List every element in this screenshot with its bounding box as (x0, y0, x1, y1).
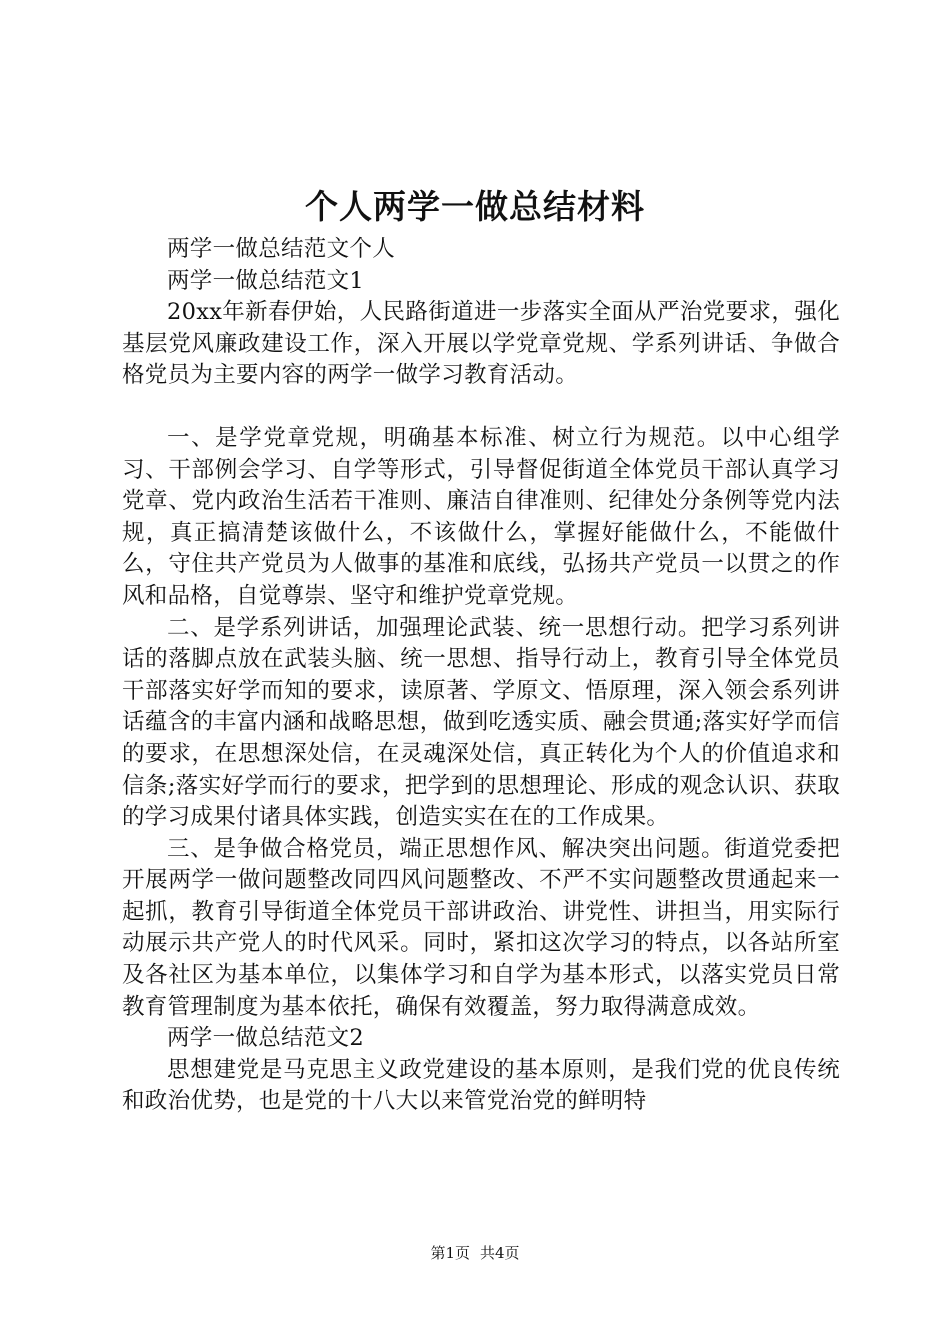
document-body (122, 234, 840, 1118)
body-paragraph: 三、是争做合格党员，端正思想作风、解决突出问题。街道党委把开展两学一做问题整改同四风问题整改、不严不实问题整改贯通起来一起抓，教育引导街道全体党员干部讲政治、讲党性、讲担当，用实际行动展示共产党人的时代风采。同时，紧扣这次学习的特点，以各站所室及各社区为基本单位，以集体学习和自学为基本形式，以落实党员日常教育管理制度为基本依托，确保有效覆盖，努力取得满意成效。 (122, 835, 840, 1020)
document-title: 个人两学一做总结材料 (305, 187, 645, 226)
page-total: 共4页 (480, 1244, 520, 1262)
body-paragraph: 二、是学系列讲话，加强理论武装、统一思想行动。把学习系列讲话的落脚点放在武装头脑、统一思想、指导行动上，教育引导全体党员干部落实好学而知的要求，读原著、学原文、悟原理，深入领会系列讲话蕴含的丰富内涵和战略思想，做到吃透实质、融会贯通;落实好学而信的要求，在思想深处信，在灵魂深处信，真正转化为个人的价值追求和信条;落实好学而行的要求，把学到的思想理论、形成的观念认识、获取的学习成果付诸具体实践，创造实实在在的工作成果。 (122, 614, 840, 831)
section-heading-2: 两学一做总结范文2 (167, 1025, 365, 1052)
body-paragraph: 思想建党是马克思主义政党建设的基本原则，是我们党的优良传统和政治优势，也是党的十八大以来管党治党的鲜明特 (122, 1056, 840, 1115)
page-number: 第1页 (430, 1244, 470, 1262)
page-footer (0, 1243, 950, 1263)
body-paragraph: 20xx年新春伊始，人民路街道进一步落实全面从严治党要求，强化基层党风廉政建设工作，深入开展以学党章党规、学系列讲话、争做合格党员为主要内容的两学一做学习教育活动。 (122, 299, 840, 389)
body-paragraph: 一、是学党章党规，明确基本标准、树立行为规范。以中心组学习、干部例会学习、自学等形式，引导督促街道全体党员干部认真学习党章、党内政治生活若干准则、廉洁自律准则、纪律处分条例等党内法规，真正搞清楚该做什么，不该做什么，掌握好能做什么，不能做什么，守住共产党员为人做事的基准和底线，弘扬共产党员一以贯之的作风和品格，自觉尊崇、坚守和维护党章党规。 (122, 424, 840, 609)
section-heading-1: 两学一做总结范文1 (167, 267, 365, 294)
subtitle-line: 两学一做总结范文个人 (167, 236, 396, 262)
